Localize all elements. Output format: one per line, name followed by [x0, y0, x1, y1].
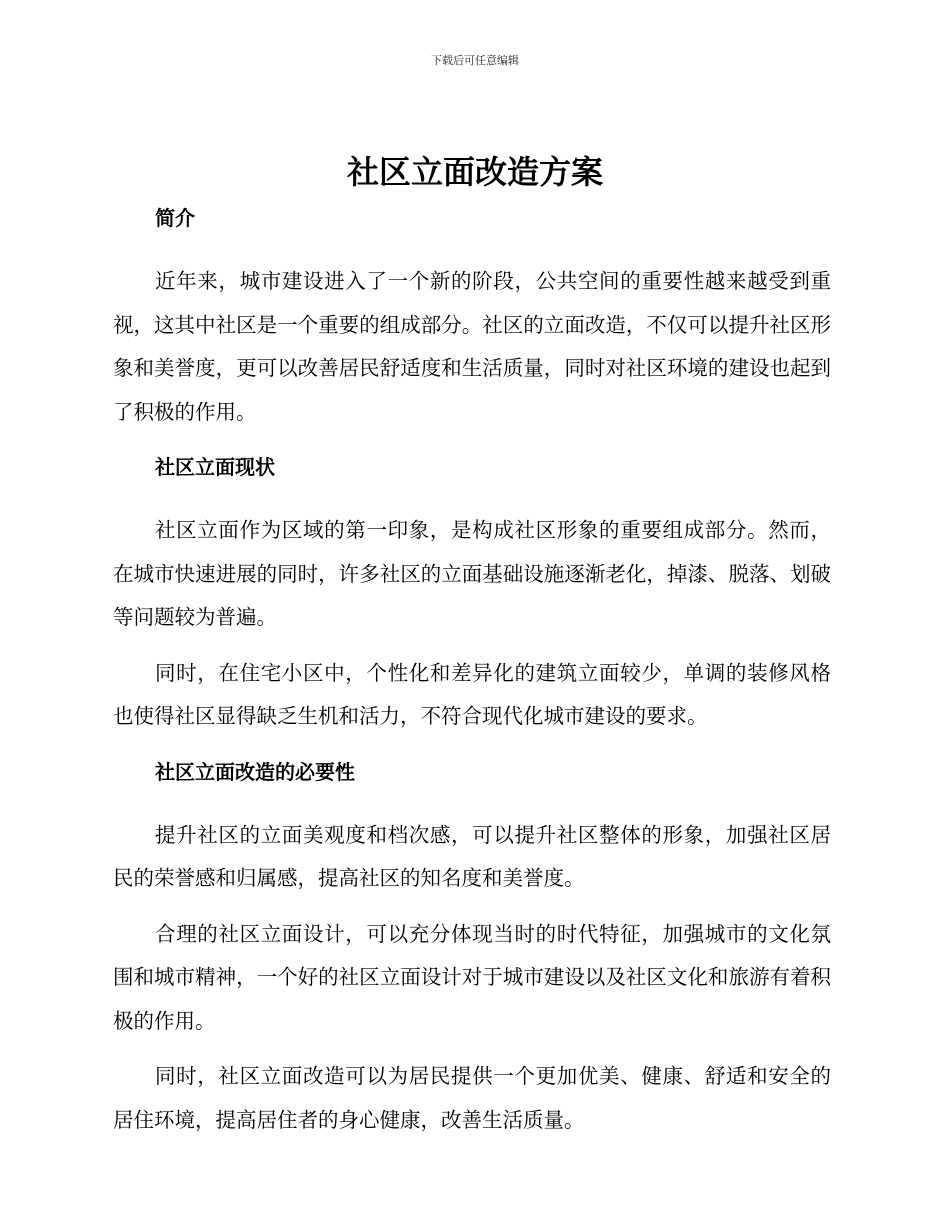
- paragraph: 社区立面作为区域的第一印象，是构成社区形象的重要组成部分。然而，在城市快速进展的同时，许多社区的立面基础设施逐渐老化，掉漆、脱落、划破等问题较为普遍。: [113, 518, 831, 629]
- paragraph: 同时，在住宅小区中，个性化和差异化的建筑立面较少，单调的装修风格也使得社区显得缺乏生机和活力，不符合现代化城市建设的要求。: [113, 660, 831, 728]
- section-current-status: [113, 452, 831, 739]
- paragraph: 提升社区的立面美观度和档次感，可以提升社区整体的形象，加强社区居民的荣誉感和归属感，提高社区的知名度和美誉度。: [113, 822, 831, 890]
- header-note: 下载后可任意编辑: [431, 54, 519, 67]
- section-heading: 社区立面现状: [155, 455, 275, 479]
- section-heading: 社区立面改造的必要性: [155, 759, 355, 784]
- section-intro: [113, 203, 831, 434]
- paragraph: 同时，社区立面改造可以为居民提供一个更加优美、健康、舒适和安全的居住环境，提高居住者的身心健康，改善生活质量。: [113, 1064, 831, 1132]
- section-heading: 简介: [155, 206, 195, 230]
- document-body: [113, 203, 831, 1142]
- section-necessity: [113, 757, 831, 1143]
- paragraph: 合理的社区立面设计，可以充分体现当时的时代特征，加强城市的文化氛围和城市精神，一个好的社区立面设计对于城市建设以及社区文化和旅游有着积极的作用。: [113, 921, 831, 1033]
- paragraph: 近年来，城市建设进入了一个新的阶段，公共空间的重要性越来越受到重视，这其中社区是一个重要的组成部分。社区的立面改造，不仅可以提升社区形象和美誉度，更可以改善居民舒适度和生活质量，同时对社区环境的建设也起到了积极的作用。: [113, 269, 831, 424]
- document-title: 社区立面改造方案: [346, 153, 603, 191]
